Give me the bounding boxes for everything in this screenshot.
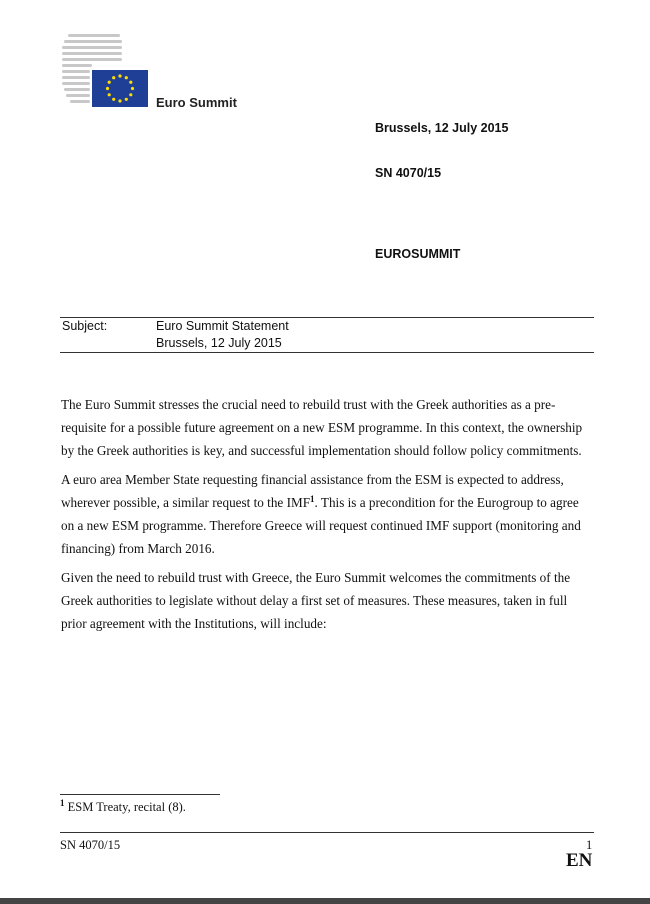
- footnote-text: ESM Treaty, recital (8).: [64, 800, 186, 814]
- subject-label: Subject:: [62, 319, 108, 333]
- statement-body: [61, 393, 594, 641]
- logo-stripe: [62, 70, 90, 73]
- paragraph-3: Given the need to rebuild trust with Greece, the Euro Summit welcomes the commitments of the Greek authorities to legislate without delay a first set of measures. These measures, taken in full prior agreement with the Institutions, will include:: [61, 570, 571, 631]
- footnote: [60, 800, 186, 815]
- paragraph-2-text: A euro area Member State requesting financial assistance from the ESM is expected to address, wherever possible, a similar request to the IMF: [61, 472, 564, 510]
- logo-stripe: [66, 94, 90, 97]
- paragraph-2: [61, 468, 594, 560]
- viewer-bottom-bar: [0, 898, 650, 904]
- logo-stripe: [64, 40, 122, 43]
- logo-stripe: [68, 34, 120, 37]
- footnote-number: 1: [60, 798, 65, 808]
- logo-stripe: [62, 64, 92, 67]
- footnote-separator: [60, 794, 220, 795]
- logo-stripe: [62, 82, 90, 85]
- eu-flag-icon: [92, 70, 148, 107]
- logo-stripe: [70, 100, 90, 103]
- doc-ref-header: SN 4070/15: [375, 166, 442, 180]
- footer-rule: [60, 832, 594, 833]
- language-code: EN: [566, 850, 593, 871]
- footnote-ref[interactable]: 1: [310, 494, 315, 504]
- subject-top-rule: [60, 317, 594, 318]
- logo-stripe: [62, 46, 122, 49]
- paragraph-2-text-cont: . This is a precondition for the Eurogroup to agree on a new ESM programme. Therefore Greece will request continued IMF support (monitoring and financing) from March 2016.: [61, 495, 581, 556]
- category: EUROSUMMIT: [375, 247, 461, 261]
- logo-stripe: [62, 52, 122, 55]
- footer-doc-ref: SN 4070/15: [60, 838, 121, 852]
- place-date: Brussels, 12 July 2015: [375, 121, 509, 135]
- paragraph-1: The Euro Summit stresses the crucial need to rebuild trust with the Greek authorities as a pre-requisite for a possible future agreement on a new ESM programme. In this context, the ownership by the Greek authorities is key, and successful implementation should follow policy commitments.: [61, 397, 583, 458]
- subject-date: Brussels, 12 July 2015: [156, 336, 282, 350]
- logo-stripe: [62, 76, 90, 79]
- euro-summit-logo: [62, 34, 152, 112]
- org-name: Euro Summit: [156, 95, 237, 110]
- subject-bottom-rule: [60, 352, 594, 353]
- subject-title: Euro Summit Statement: [156, 319, 289, 333]
- logo-stripe: [62, 58, 122, 61]
- logo-stripe: [64, 88, 90, 91]
- page-number: 1: [586, 838, 593, 852]
